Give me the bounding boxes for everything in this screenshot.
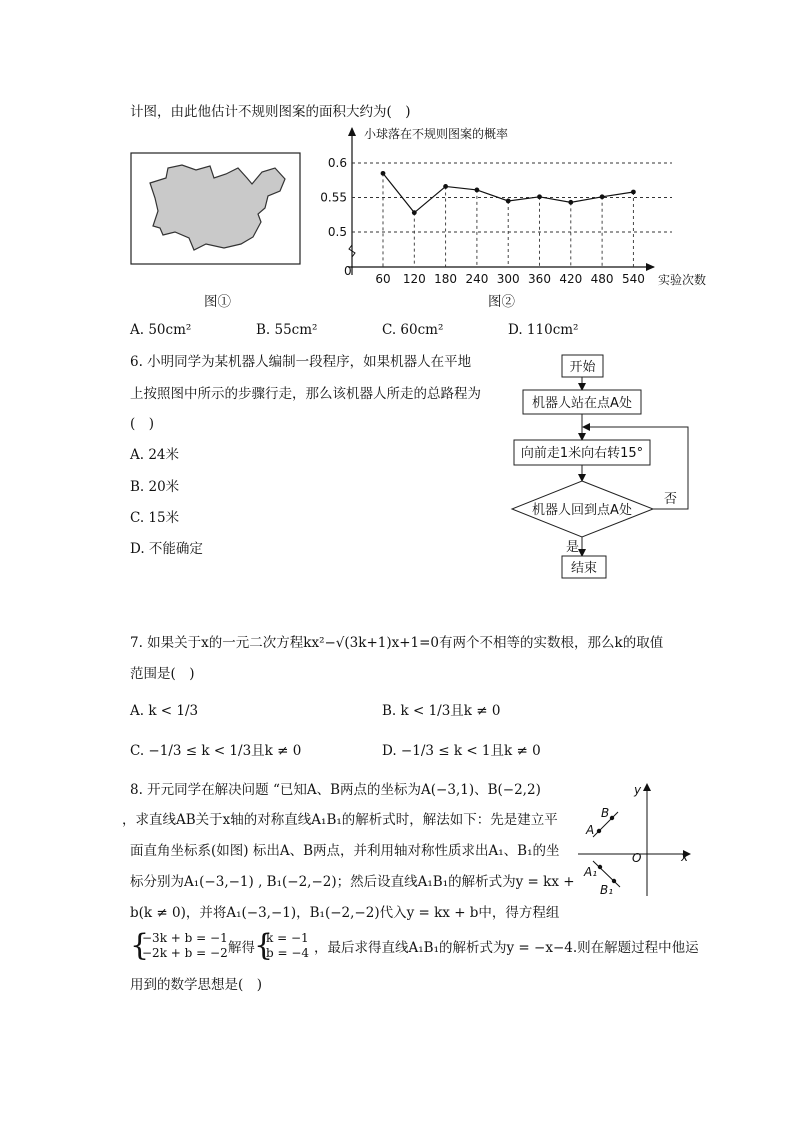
fig2-caption: 图② (488, 294, 515, 310)
chart-x-tick-label: 480 (590, 272, 614, 286)
flow-no-label: 否 (664, 492, 678, 507)
flow-end-label: 结束 (570, 561, 598, 576)
q5-option-c: C. 60cm² (382, 322, 444, 338)
origin-label: O (632, 851, 642, 865)
point-a (597, 829, 601, 833)
sys-a2: −2k + b = −2 (142, 946, 228, 960)
q8-line1: 8. 开元同学在解决问题 “已知A、B两点的坐标为A(−3,1)、B(−2,2) (130, 782, 541, 798)
q8-solved-word: 解得 (228, 940, 255, 956)
fig1-caption: 图① (204, 294, 231, 310)
chart-y-tick-label: 0.55 (320, 190, 347, 205)
chart-origin-label: 0 (344, 264, 352, 278)
chart-y-axis-label: 小球落在不规则图案的概率 (364, 127, 509, 141)
chart-x-axis-label: 实验次数 (658, 273, 707, 287)
sys-a1: −3k + b = −1 (142, 931, 228, 945)
point-a1-label: A₁ (584, 865, 598, 879)
chart-x-tick-label: 420 (559, 272, 583, 286)
flow-start-label: 开始 (569, 360, 596, 375)
chart-x-tick-label: 360 (528, 272, 551, 286)
q8-line6-end: ，最后求得直线A₁B₁的解析式为y = −x−4.则在解题过程中他运 (314, 940, 699, 956)
brace-left-2: { (254, 928, 274, 963)
q8-line3: 面直角坐标系(如图) 标出A、B两点，并利用轴对称性质求出A₁、B₁的坐 (130, 843, 560, 859)
q6-option-a: A. 24米 (130, 447, 180, 463)
q8-line4: 标分别为A₁(−3,−1) , B₁(−2,−2)；然后设直线A₁B₁的解析式为y = kx + (130, 874, 575, 890)
y-axis-label: y (634, 783, 642, 797)
point-b-label: B (601, 806, 610, 820)
flow-yes-label: 是 (566, 540, 580, 555)
q6-option-c: C. 15米 (130, 510, 180, 526)
q5-intro: 计图，由此他估计不规则图案的面积大约为( ) (130, 104, 411, 120)
chart-x-tick-label: 180 (434, 272, 458, 286)
q7-line2: 范围是( ) (130, 666, 195, 682)
q6-line1: 6. 小明同学为某机器人编制一段程序，如果机器人在平地 (130, 354, 472, 370)
brace-left-1: { (130, 928, 150, 963)
q6-option-b: B. 20米 (130, 479, 180, 495)
point-b (610, 816, 614, 820)
q5-option-b: B. 55cm² (256, 322, 318, 338)
point-a-label: A (586, 823, 595, 837)
q6-line2: 上按照图中所示的步骤行走，那么该机器人所走的总路程为 (130, 386, 481, 402)
chart-x-tick-label: 60 (375, 272, 391, 286)
x-axis-label: x (681, 850, 689, 864)
q5-option-d: D. 110cm² (508, 322, 579, 338)
chart-y-tick-label: 0.6 (327, 156, 347, 170)
q8-line7: 用到的数学思想是( ) (130, 977, 263, 993)
sys-b1: k = −1 (266, 931, 309, 945)
chart-x-tick-label: 120 (402, 272, 426, 286)
sys-b2: b = −4 (266, 946, 310, 960)
q7-option-d: D. −1/3 ≤ k < 1且k ≠ 0 (382, 743, 541, 759)
q7-option-c: C. −1/3 ≤ k < 1/3且k ≠ 0 (130, 743, 302, 759)
q7-option-a: A. k < 1/3 (130, 703, 199, 719)
point-b1-label: B₁ (600, 883, 614, 897)
chart-x-tick-label: 540 (621, 272, 645, 286)
chart-y-tick-label: 0.5 (327, 225, 347, 239)
q5-option-a: A. 50cm² (130, 322, 192, 338)
q6-line3: ( ) (130, 416, 155, 432)
flow-step1-label: 机器人站在点A处 (532, 396, 632, 411)
q6-option-d: D. 不能确定 (130, 541, 203, 557)
flow-decision-label: 机器人回到点A处 (532, 503, 632, 518)
q8-line5: b(k ≠ 0)，并将A₁(−3,−1)，B₁(−2,−2)代入y = kx + b中，得方程组 (130, 905, 560, 921)
flow-step2-label: 向前走1米向右转15° (520, 446, 644, 461)
chart-x-tick-label: 300 (496, 272, 520, 286)
q7-option-b: B. k < 1/3且k ≠ 0 (382, 703, 501, 719)
q7-line1: 7. 如果关于x的一元二次方程kx²−√(3k+1)x+1=0有两个不相等的实数根，那么k的取值 (130, 635, 664, 651)
q8-line2: ，求直线AB关于x轴的对称直线A₁B₁的解析式时，解法如下：先是建立平 (122, 812, 558, 828)
chart-x-tick-label: 240 (465, 272, 489, 286)
point-a1 (598, 865, 602, 869)
